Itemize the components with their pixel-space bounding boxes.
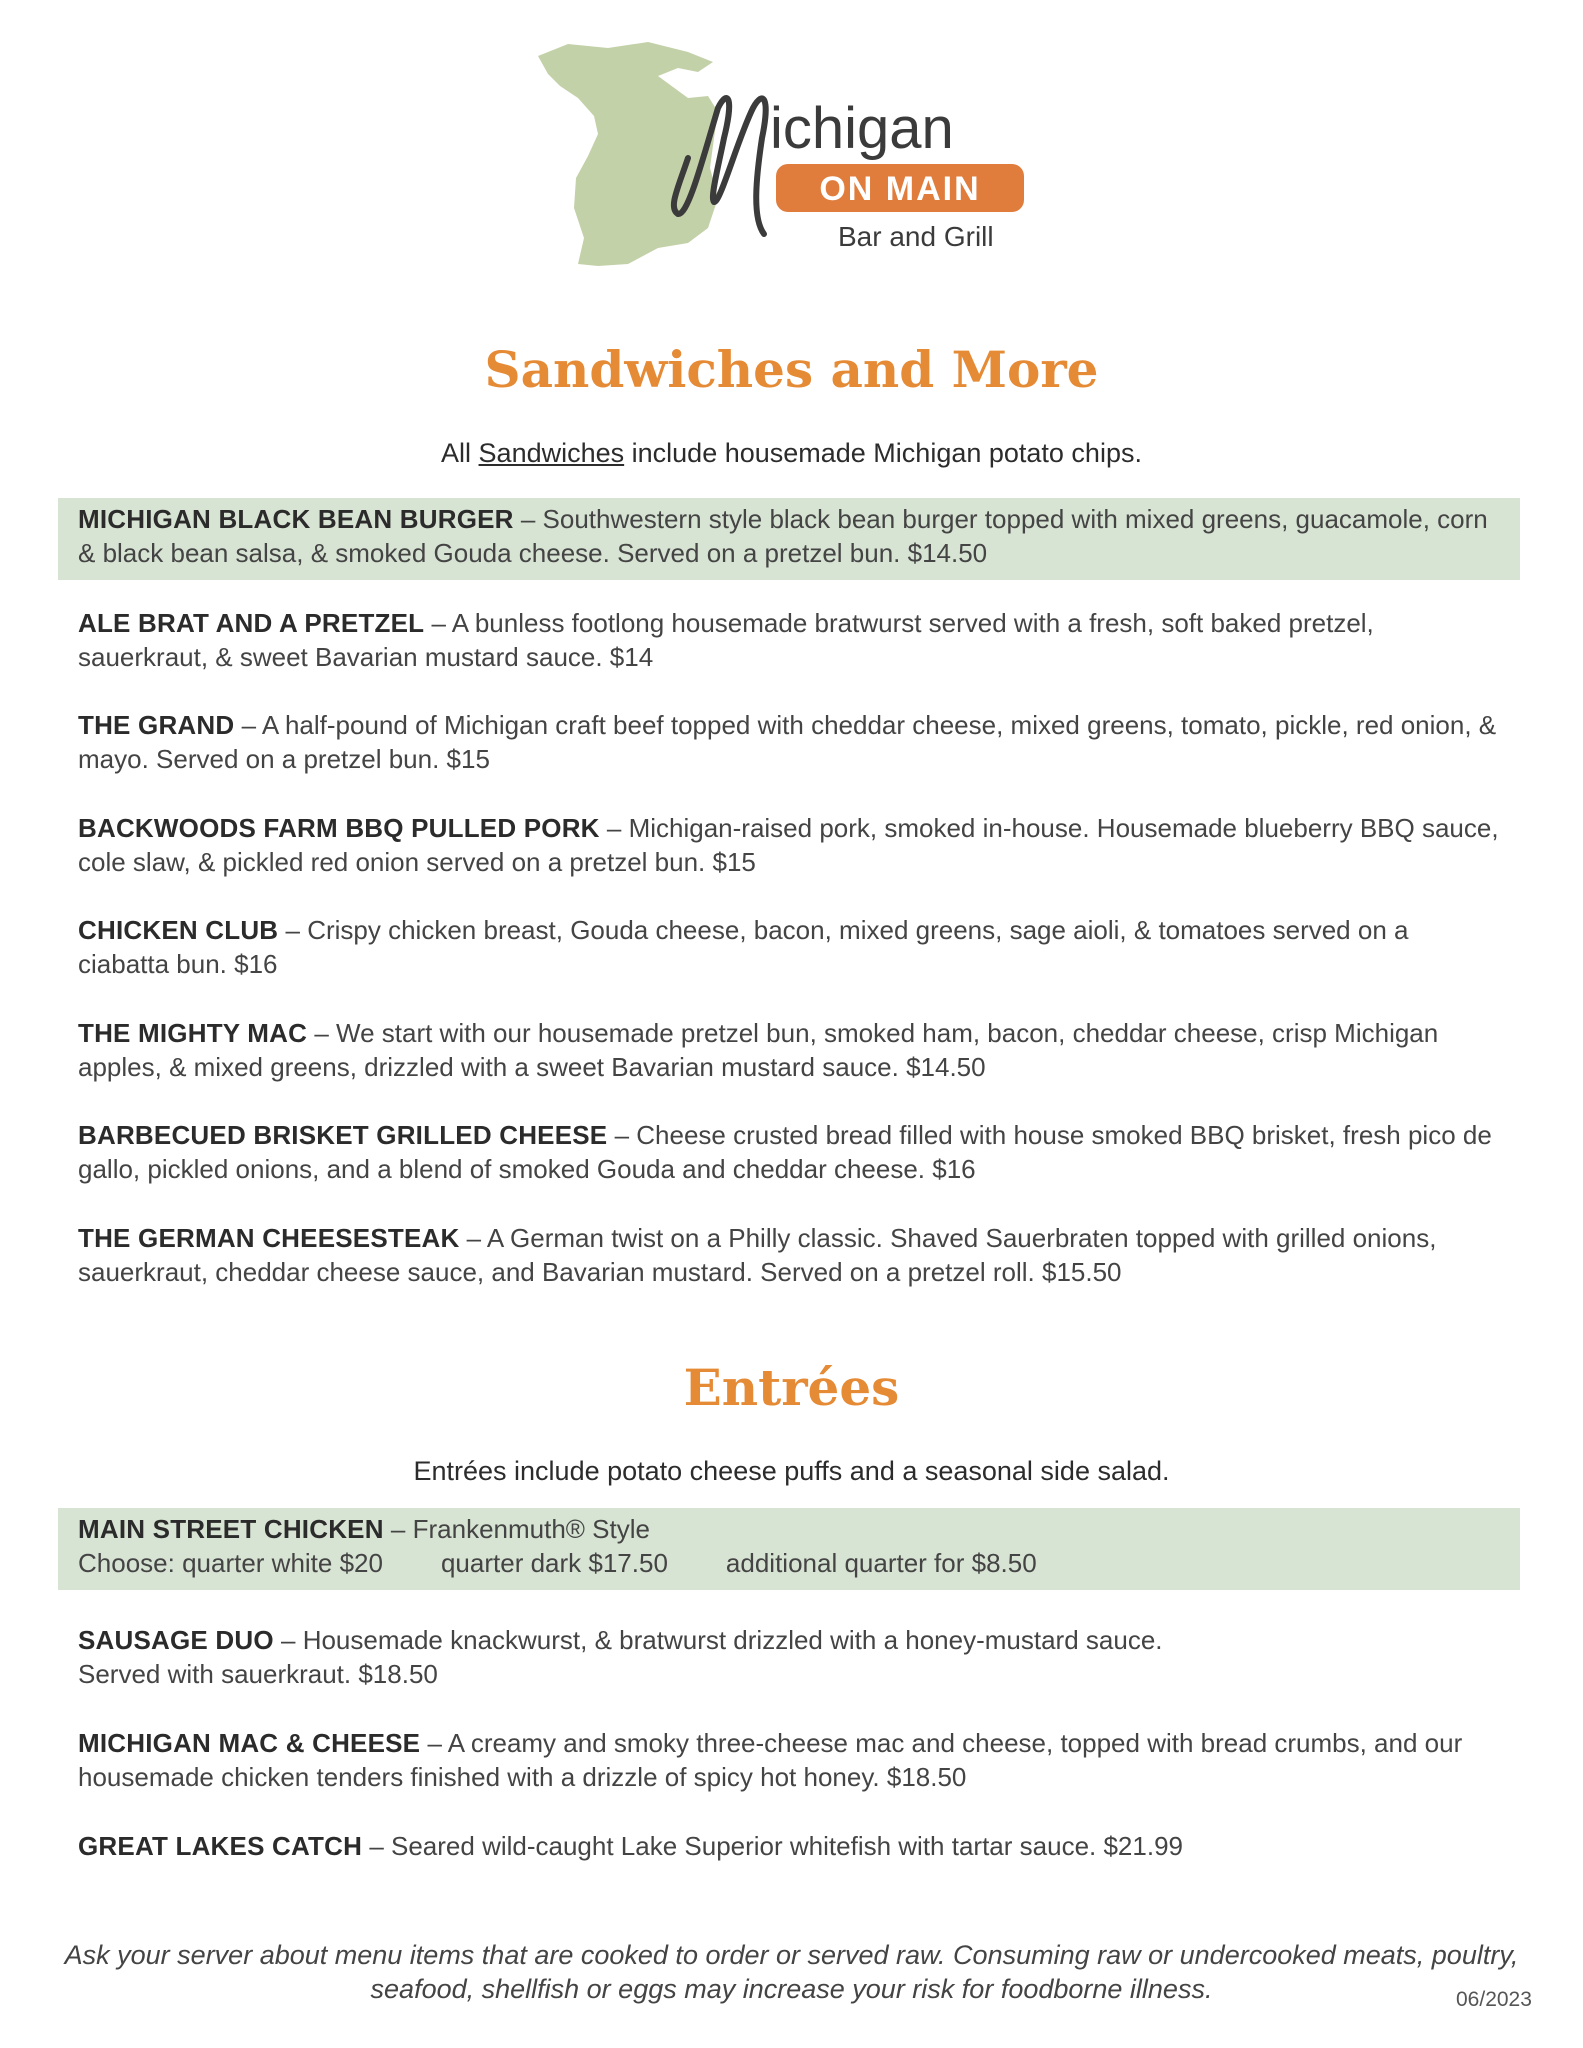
menu-date: 06/2023	[1456, 1988, 1532, 2011]
item-name: THE GRAND	[78, 710, 235, 740]
entrees-title: Entrées	[683, 1358, 900, 1417]
menu-item-mighty-mac	[58, 1016, 1520, 1084]
menu-item-main-street-chicken	[58, 1508, 1520, 1590]
menu-item-german-cheesesteak	[58, 1221, 1520, 1289]
item-desc: – A German twist on a Philly classic. Shaved Sauerbraten topped with grilled onions, sauerkraut, cheddar cheese sauce, and Bavarian mustard. Served on a pretzel roll. $15.50	[78, 1223, 1437, 1287]
item-name: BACKWOODS FARM BBQ PULLED PORK	[78, 813, 600, 843]
menu-item-brisket-grilled-cheese	[58, 1118, 1520, 1186]
option-quarter-dark: quarter dark $17.50	[440, 1548, 668, 1578]
menu-item-the-grand	[58, 708, 1520, 776]
menu-item-chicken-club	[58, 913, 1520, 981]
menu-item-great-lakes-catch	[58, 1829, 1520, 1863]
item-name: GREAT LAKES CATCH	[78, 1831, 363, 1861]
item-name: MAIN STREET CHICKEN	[78, 1514, 384, 1544]
item-desc: – A half-pound of Michigan craft beef topped with cheddar cheese, mixed greens, tomato, pickle, red onion, & mayo. Served on a pretzel bun. $15	[78, 710, 1497, 774]
menu-item-sausage-duo	[58, 1623, 1520, 1691]
item-desc: – Crispy chicken breast, Gouda cheese, bacon, mixed greens, sage aioli, & tomatoes served on a ciabatta bun. $16	[78, 915, 1409, 979]
item-name: CHICKEN CLUB	[78, 915, 279, 945]
item-desc: – We start with our housemade pretzel bun, smoked ham, bacon, cheddar cheese, crisp Michigan apples, & mixed greens, drizzled with a sweet Bavarian mustard sauce. $14.50	[78, 1018, 1439, 1082]
item-name: MICHIGAN BLACK BEAN BURGER	[78, 504, 514, 534]
menu-item-michigan-mac-cheese	[58, 1726, 1520, 1794]
option-quarter-white: Choose: quarter white $20	[78, 1548, 383, 1578]
item-name: THE MIGHTY MAC	[78, 1018, 308, 1048]
logo-line1: ichigan	[770, 96, 954, 161]
item-desc: – Housemade knackwurst, & bratwurst drizzled with a honey-mustard sauce.	[273, 1625, 1163, 1655]
item-desc: – Cheese crusted bread filled with house smoked BBQ brisket, fresh pico de gallo, pickled onions, and a blend of smoked Gouda and cheddar cheese. $16	[78, 1120, 1492, 1184]
item-desc: – Michigan-raised pork, smoked in-house. Housemade blueberry BBQ sauce, cole slaw, & pickled red onion served on a pretzel bun. $15	[78, 813, 1499, 877]
logo-badge: ON MAIN	[819, 170, 981, 208]
sandwiches-note-link: Sandwiches	[478, 438, 625, 468]
item-desc: – A bunless footlong housemade bratwurst served with a fresh, soft baked pretzel, sauerkraut, & sweet Bavarian mustard sauce. $14	[78, 608, 1374, 672]
sandwiches-note: All Sandwiches include housemade Michigan potato chips.	[441, 438, 1142, 468]
menu-item-ale-brat	[58, 606, 1520, 674]
item-desc: – Southwestern style black bean burger topped with mixed greens, guacamole, corn & black bean salsa, & smoked Gouda cheese. Served on a pretzel bun. $14.50	[78, 504, 1488, 568]
menu-item-backwoods-pulled-pork	[58, 811, 1520, 879]
option-additional-quarter: additional quarter for $8.50	[725, 1548, 1037, 1578]
sandwiches-title: Sandwiches and More	[484, 340, 1099, 399]
food-safety-disclaimer: Ask your server about menu items that are cooked to order or served raw. Consuming raw or undercooked meats, poultry, seafood, shellfish or eggs may increase your risk for foodborne illness.	[64, 1940, 1519, 2004]
item-name: SAUSAGE DUO	[78, 1625, 274, 1655]
entrees-note: Entrées include potato cheese puffs and a seasonal side salad.	[413, 1456, 1170, 1486]
item-name: MICHIGAN MAC & CHEESE	[78, 1728, 421, 1758]
menu-item-black-bean-burger	[58, 498, 1520, 580]
item-name: THE GERMAN CHEESESTEAK	[78, 1223, 460, 1253]
item-desc: – Seared wild-caught Lake Superior whitefish with tartar sauce. $21.99	[362, 1831, 1183, 1861]
item-desc: – Frankenmuth® Style	[383, 1514, 650, 1544]
item-name: ALE BRAT AND A PRETZEL	[78, 608, 425, 638]
item-desc: – A creamy and smoky three-cheese mac and cheese, topped with bread crumbs, and our housemade chicken tenders finished with a drizzle of spicy hot honey. $18.50	[78, 1728, 1463, 1792]
item-name: BARBECUED BRISKET GRILLED CHEESE	[78, 1120, 608, 1150]
item-desc-line2: Served with sauerkraut. $18.50	[78, 1659, 438, 1689]
chicken-options	[78, 1546, 1500, 1580]
restaurant-logo	[538, 38, 1038, 276]
michigan-map-shape	[538, 42, 718, 266]
logo-line3: Bar and Grill	[838, 221, 994, 252]
